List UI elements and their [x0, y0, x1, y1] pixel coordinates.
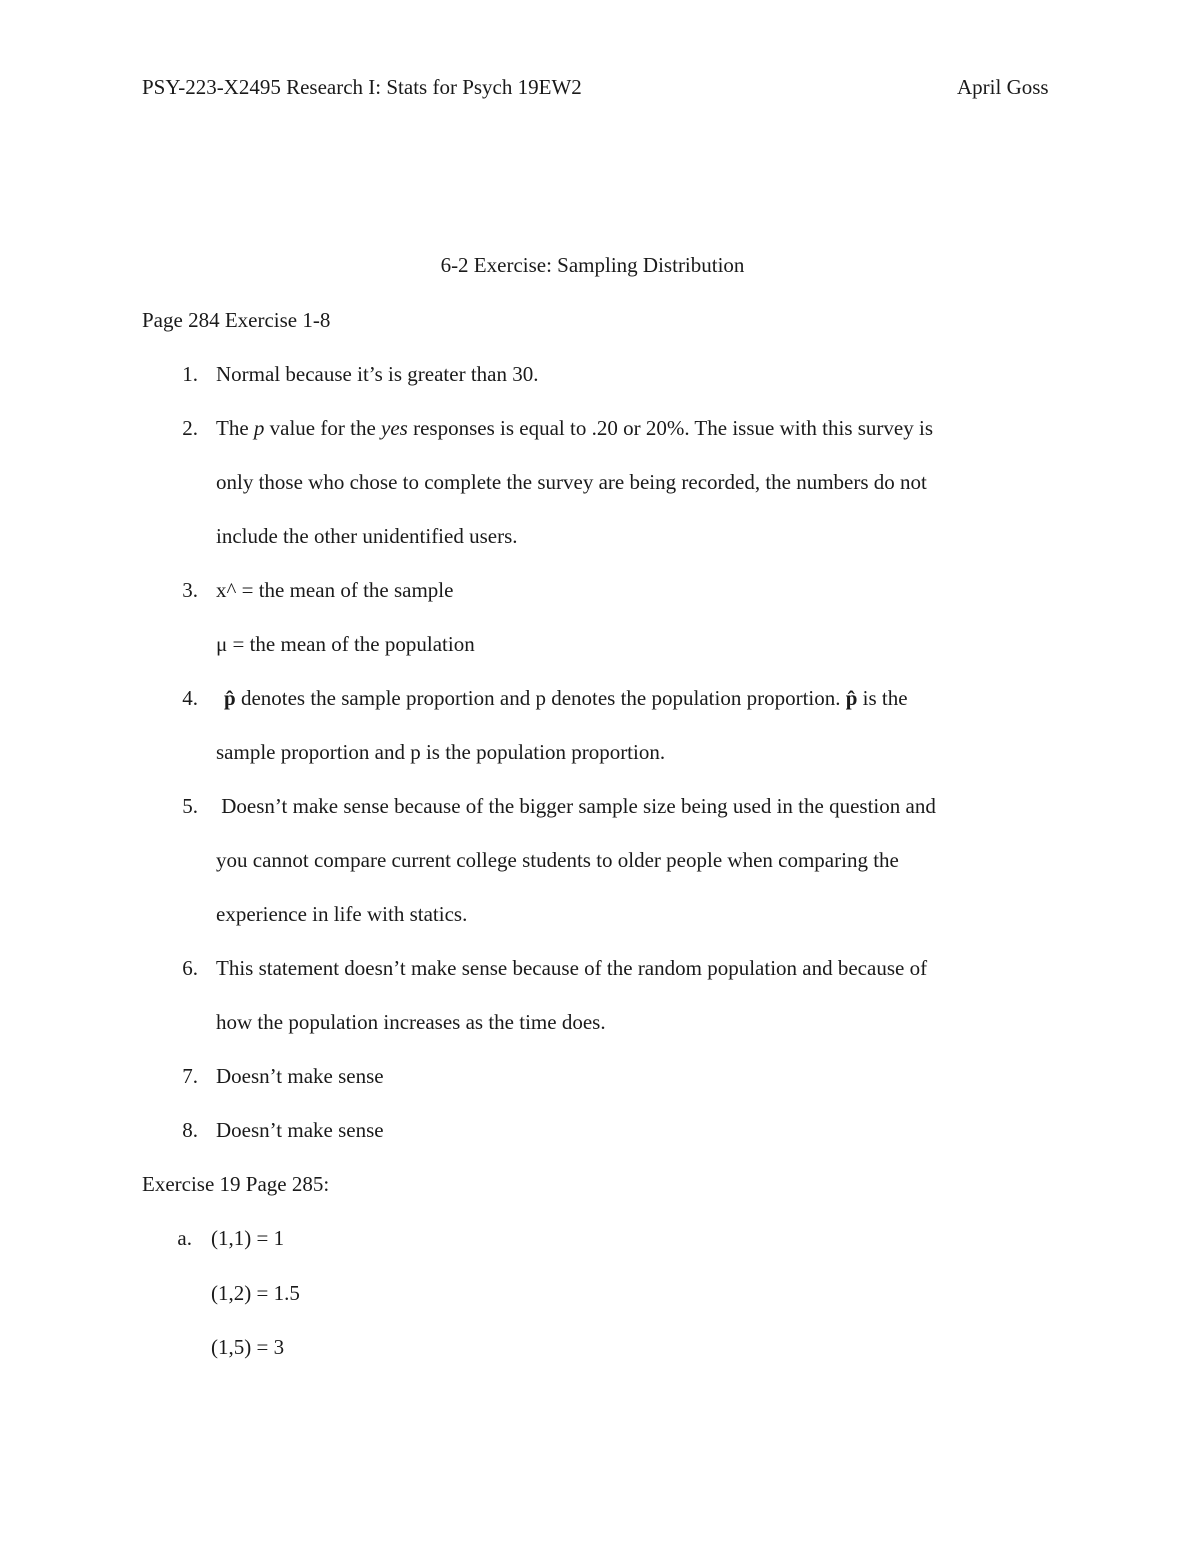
section-heading-2: Exercise 19 Page 285:: [142, 1172, 330, 1196]
list-item-text: x^ = the mean of the sample: [216, 578, 454, 602]
italic-yes: yes: [381, 416, 408, 440]
header-author: April Goss: [957, 75, 1049, 99]
list-item-text: [216, 413, 933, 443]
text-run: value for the: [264, 416, 382, 440]
list-item-text: Normal because it’s is greater than 30.: [216, 362, 539, 386]
list-item-text: experience in life with statics.: [216, 902, 468, 926]
text-run: The: [216, 416, 254, 440]
p-hat-symbol: p̂: [845, 686, 858, 710]
list-item-text: Doesn’t make sense: [216, 1118, 384, 1142]
list-item-text: (1,1) = 1: [211, 1226, 285, 1250]
document-title: 6-2 Exercise: Sampling Distribution: [440, 253, 745, 277]
list-number: 5.: [182, 794, 198, 818]
text-run: responses is equal to .20 or 20%. The issue with this survey is: [407, 416, 934, 440]
list-item-text: Doesn’t make sense because of the bigger sample size being used in the question and: [216, 794, 936, 818]
list-item-text: This statement doesn’t make sense because of the random population and because of: [216, 956, 928, 980]
list-item-text: [224, 683, 908, 713]
list-number: 1.: [182, 362, 198, 386]
list-number: 4.: [182, 686, 198, 710]
section-heading-1: Page 284 Exercise 1-8: [142, 308, 331, 332]
list-item-text: include the other unidentified users.: [216, 524, 518, 548]
p-hat-symbol: p̂: [224, 686, 236, 710]
list-number: 6.: [182, 956, 198, 980]
list-item-text: only those who chose to complete the survey are being recorded, the numbers do not: [216, 470, 927, 494]
list-number: 7.: [182, 1064, 198, 1088]
list-item-text: (1,2) = 1.5: [211, 1281, 300, 1305]
list-number: 8.: [182, 1118, 198, 1142]
list-item-text: μ = the mean of the population: [216, 632, 475, 656]
italic-p: p: [253, 416, 265, 440]
text-run: is the: [857, 686, 908, 710]
list-number: 2.: [182, 416, 198, 440]
list-item-text: how the population increases as the time does.: [216, 1010, 606, 1034]
list-item-text: Doesn’t make sense: [216, 1064, 384, 1088]
list-number: 3.: [182, 578, 198, 602]
header-course: PSY-223-X2495 Research I: Stats for Psych 19EW2: [142, 75, 582, 99]
list-item-text: sample proportion and p is the population proportion.: [216, 740, 666, 764]
list-letter: a.: [177, 1226, 192, 1250]
text-run: denotes the sample proportion and p denotes the population proportion.: [235, 686, 846, 710]
list-item-text: you cannot compare current college students to older people when comparing the: [216, 848, 899, 872]
list-item-text: (1,5) = 3: [211, 1335, 285, 1359]
